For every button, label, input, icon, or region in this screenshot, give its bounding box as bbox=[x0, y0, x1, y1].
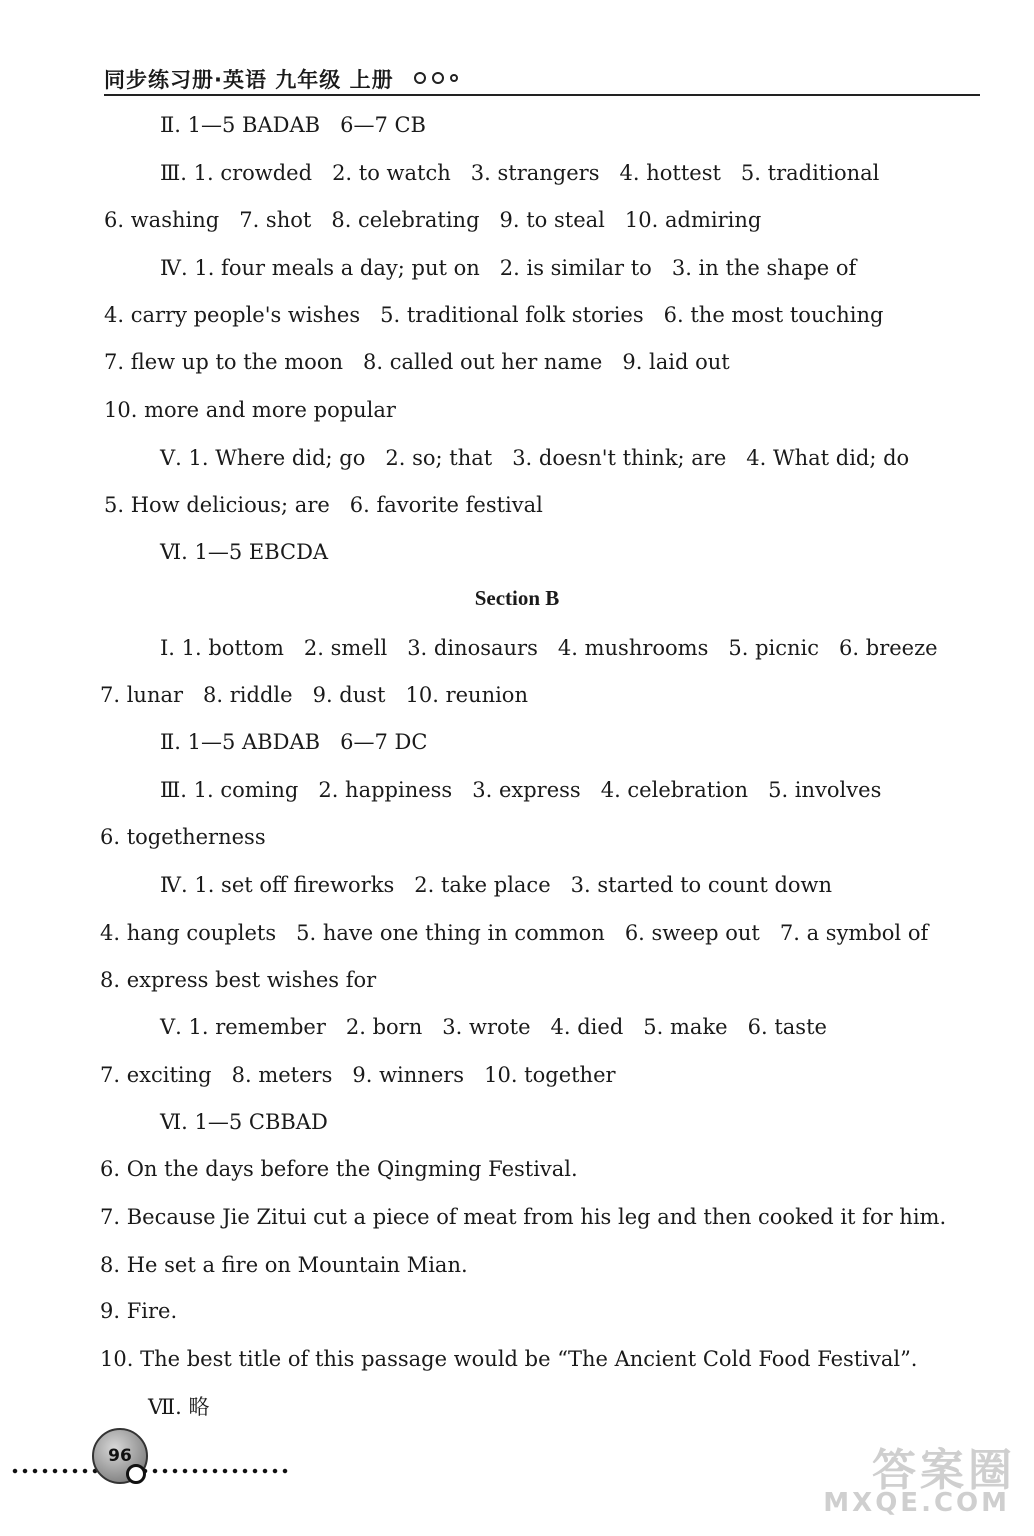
answer-line: Ⅱ. 1—5 BADAB 6—7 CB bbox=[160, 113, 426, 137]
answer-line: Ⅳ. 1. four meals a day; put on 2. is similar to 3. in the shape of bbox=[160, 256, 857, 280]
answer-line: 7. exciting 8. meters 9. winners 10. together bbox=[100, 1063, 616, 1087]
answer-line: 10. more and more popular bbox=[104, 398, 396, 422]
ring-icon bbox=[126, 1464, 146, 1484]
answer-line: Ⅴ. 1. Where did; go 2. so; that 3. doesn't think; are 4. What did; do bbox=[160, 446, 910, 470]
circle-icon bbox=[450, 74, 458, 82]
answer-line: 8. He set a fire on Mountain Mian. bbox=[100, 1253, 468, 1277]
watermark-url: MXQE.COM bbox=[823, 1488, 1010, 1518]
answer-line: 7. lunar 8. riddle 9. dust 10. reunion bbox=[100, 683, 528, 707]
header-dots-decoration bbox=[414, 72, 458, 84]
answer-line: 5. How delicious; are 6. favorite festival bbox=[104, 493, 543, 517]
page-header bbox=[104, 62, 980, 96]
answer-line: Ⅱ. 1—5 ABDAB 6—7 DC bbox=[160, 730, 428, 754]
watermark-text: 答案圈 bbox=[872, 1445, 1016, 1496]
answer-line: Ⅰ. 1. bottom 2. smell 3. dinosaurs 4. mushrooms 5. picnic 6. breeze bbox=[160, 636, 938, 660]
answer-line: Ⅵ. 1—5 EBCDA bbox=[160, 540, 329, 564]
answer-line: Ⅳ. 1. set off fireworks 2. take place 3. started to count down bbox=[160, 873, 833, 897]
section-heading: Section B bbox=[474, 586, 560, 610]
answer-line: Ⅲ. 1. coming 2. happiness 3. express 4. celebration 5. involves bbox=[160, 778, 882, 802]
dotted-divider bbox=[10, 1468, 290, 1474]
answer-line: Ⅲ. 1. crowded 2. to watch 3. strangers 4. hottest 5. traditional bbox=[160, 161, 880, 185]
page-number: 96 bbox=[108, 1446, 132, 1466]
answer-line: Ⅴ. 1. remember 2. born 3. wrote 4. died 5. make 6. taste bbox=[160, 1015, 827, 1039]
answer-line: 6. On the days before the Qingming Festival. bbox=[100, 1157, 578, 1181]
circle-icon bbox=[414, 72, 426, 84]
answer-line: 6. washing 7. shot 8. celebrating 9. to steal 10. admiring bbox=[104, 208, 762, 232]
answer-line: 7. flew up to the moon 8. called out her name 9. laid out bbox=[104, 350, 730, 374]
answer-line: 7. Because Jie Zitui cut a piece of meat from his leg and then cooked it for him. bbox=[100, 1205, 947, 1229]
answer-line: 4. carry people's wishes 5. traditional folk stories 6. the most touching bbox=[104, 303, 884, 327]
watermark-logo bbox=[816, 1434, 1016, 1524]
answer-line: 6. togetherness bbox=[100, 825, 266, 849]
answer-line: 10. The best title of this passage would be “The Ancient Cold Food Festival”. bbox=[100, 1347, 918, 1371]
circle-icon bbox=[432, 72, 444, 84]
answer-line: Ⅶ. 略 bbox=[148, 1395, 210, 1419]
answer-line: Ⅵ. 1—5 CBBAD bbox=[160, 1110, 328, 1134]
page-footer bbox=[0, 1420, 300, 1490]
answer-line: 4. hang couplets 5. have one thing in common 6. sweep out 7. a symbol of bbox=[100, 921, 929, 945]
answer-line: 8. express best wishes for bbox=[100, 968, 377, 992]
book-title: 同步练习册·英语 九年级 上册 bbox=[104, 68, 394, 92]
answer-line: 9. Fire. bbox=[100, 1299, 178, 1323]
